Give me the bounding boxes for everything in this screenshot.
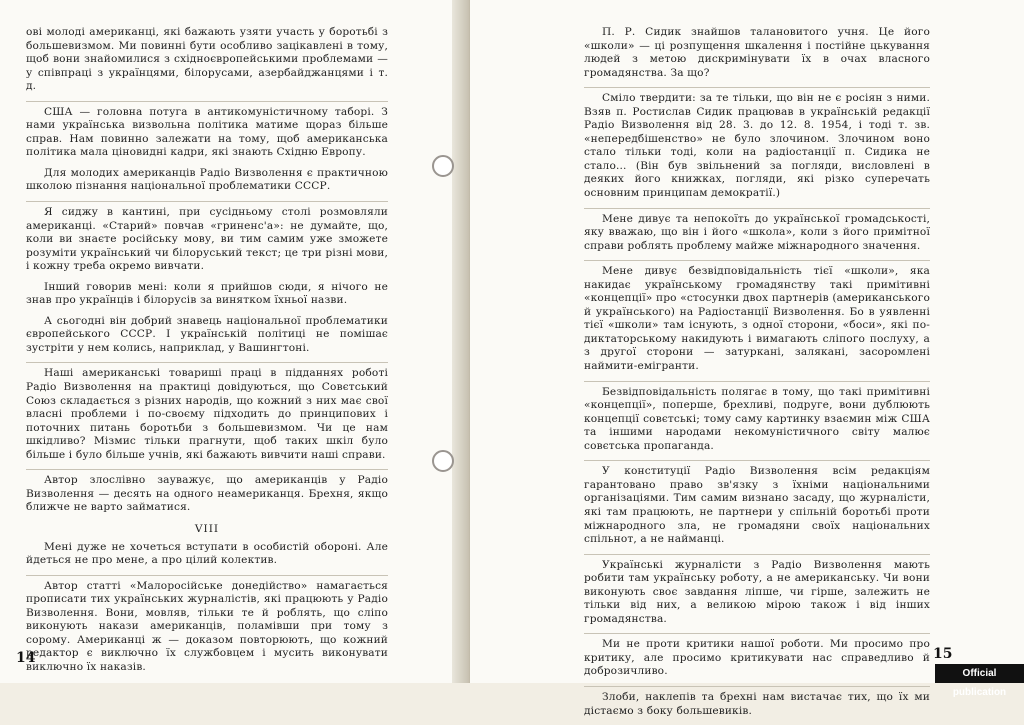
paragraph: Безвідповідальність полягає в тому, що такі примітивні «концепції», поперше, брехливі, подруге, вони дублюють концепції совєтські; тому саму картинку взаємин між США та іншими народами некомуністичного світу малює совєтська пропаганда. — [584, 381, 930, 454]
page-number: 15 — [933, 646, 953, 662]
paragraph: Злоби, наклепів та брехні нам вистачає тих, що їх ми дістаємо з боку большевиків. — [584, 686, 930, 718]
paragraph: Ми не проти критики нашої роботи. Ми просимо про критику, але просимо критикувати нас справедливо й доброзичливо. — [584, 633, 930, 679]
binder-hole — [432, 155, 454, 177]
paragraph: Мені дуже не хочеться вступати в особистій обороні. Але йдеться не про мене, а про цілий колектив. — [26, 540, 388, 567]
official-publication-badge: Official publication — [935, 664, 1024, 683]
paragraph: А сьогодні він добрий знавець національної проблематики європейського СССР. І українській політиці не помішає зустріти у нем колись, наприклад, у Вашингтоні. — [26, 314, 388, 354]
binder-hole — [432, 450, 454, 472]
paragraph: ові молоді американці, які бажають узяти участь у боротьбі з большевизмом. Ми повинні бути особливо зацікавлені в тому, щоб вони знайомилися з східноєвропейськими проблемами — у співпраці з українцями, білорусами, азербайджанцями і т. д. — [26, 26, 388, 93]
paragraph: У конституції Радіо Визволення всім редакціям гарантовано право зв'язку з їхніми національними організаціями. Тим самим визнано засаду, що журналісти, які там працюють, не партнери у спільній боротьбі проти міжнародного зла, не громадяни своїх національних спільнот, а не найманці. — [584, 460, 930, 546]
paragraph: Для молодих американців Радіо Визволення є практичною школою пізнання національної проблематики СССР. — [26, 166, 388, 193]
paragraph: США — головна потуга в антикомуністичному таборі. З нами українська визвольна політика матиме щораз більше справ. Нам повинно залежати на тому, щоб американська політика мала ціновидні кадри, які знають Східню Европу. — [26, 101, 388, 160]
paragraph: Я сиджу в кантині, при сусідньому столі розмовляли американці. «Старий» повчав «гриненс'а»: не думайте, що, коли ви знаєте російську мову, ви тим самим уже зможете розуміти український чи білоруський текст; це три різні мови, і кожну треба окремо вивчати. — [26, 201, 388, 274]
paragraph: Автор статті «Малоросійське донедійство» намагається прописати тих українських журналістів, які працюють у Радіо Визволення. Вони, мовляв, тільки те й роблять, що сліпо виконують накази американців, поламівши при тому з сорому. Американці ж — доказом повторюють, що кожний редактор є виключно їх службовцем і мусить виконувати виключно їх наказів. — [26, 575, 388, 675]
left-page — [0, 0, 470, 683]
right-text-column — [584, 26, 930, 725]
paragraph: Сміло твердити: за те тільки, що він не є росіян з ними. Взяв п. Ростислав Сидик працював в українській редакції Радіо Визволення від 28. 3. до 12. 8. 1954, і тоді т. зв. «непередбішенство» не було злочином. Злочином воно стало тільки тоді, коли на радіостанції п. Сидика не стало... (Він був звільнений за погляди, висловлені в деяких його книжках, погляди, які різко суперечать основним принципам демократії.) — [584, 87, 930, 200]
section-heading: VIII — [194, 522, 220, 535]
page-number: 14 — [16, 650, 36, 666]
paragraph: П. Р. Сидик знайшов талановитого учня. Це його «школи» — ці розпущення шкалення і постійне цькування людей з метою дискримінувати їх в очах власного громадянства. За що? — [584, 26, 930, 79]
paragraph: Автор злослівно зауважує, що американців у Радіо Визволення — десять на одного неамериканця. Брехня, якщо ближче не варто займатися. — [26, 469, 388, 515]
paragraph: Інший говорив мені: коли я прийшов сюди, я нічого не знав про українців і білорусів за винятком їхньої назви. — [26, 280, 388, 307]
paragraph: Наші американські товариші праці в підданнях роботі Радіо Визволення на практиці довідуються, що Совєтський Союз складається з різних народів, що кожний з них має свої власні проблеми і по-своєму підходить до принципових і поточних питань боротьби з большевизмом. Чи це нам шкідливо? Мізмис тільки прагнути, щоб таких шкіл було більше і було більше учнів, які бажають вивчити наші справи. — [26, 362, 388, 462]
left-text-column — [26, 26, 388, 681]
paragraph: Українські журналісти з Радіо Визволення мають робити там українську роботу, а не американську. Чи вони виконують своє завдання ліпше, чи гірше, залежить не тільки від них, а великою мірою також і від інших громадянства. — [584, 554, 930, 627]
paragraph: Мене дивує та непокоїть до української громадськості, яку вважаю, що він і його «школа», коли з його примітної справи роблять проблему майже міжнародного значення. — [584, 208, 930, 254]
paragraph: Мене дивує безвідповідальність тієї «школи», яка накидає українському громадянству такі примітивні «концепції» про «стосунки двох партнерів (американського й українського) на Радіостанції Визволення. Бо в уявленні тієї «школи» там існують, з одної сторони, «боси», які по-диктаторському накидують і вимагають сліпого послуху, а з другої сторони — затуркані, залякані, засоромлені наймити-емігранти. — [584, 260, 930, 373]
